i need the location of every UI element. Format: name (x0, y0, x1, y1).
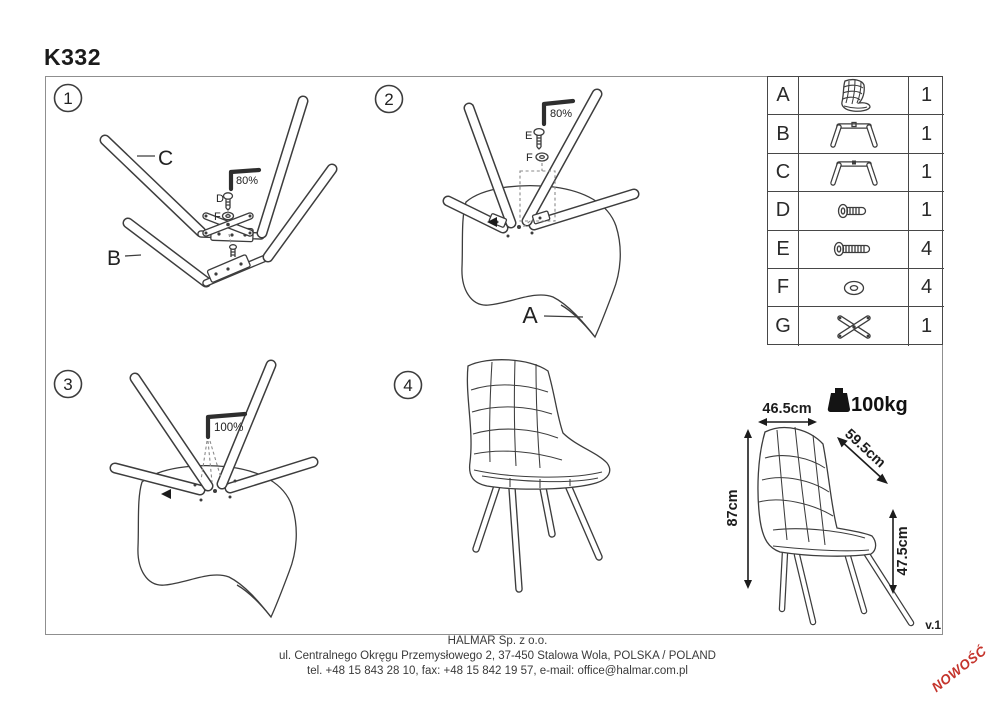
step-4-badge (395, 372, 422, 399)
step-4-drawing (370, 350, 670, 635)
label-c: C (158, 147, 174, 170)
label-a: A (522, 302, 538, 328)
part-icon-cell (799, 77, 909, 115)
step-2-drawing (370, 76, 700, 346)
label-b-leader (125, 255, 141, 256)
label-b: B (107, 247, 122, 270)
part-qty-cell: 1 (920, 315, 933, 338)
part-icon-cell (799, 269, 909, 307)
part-letter-cell: E (768, 231, 799, 269)
part-qty-cell: 1 (909, 192, 944, 230)
part-qty-cell: 4 (909, 231, 944, 269)
washer-f-icon (526, 152, 548, 164)
cross-bracket-icon (829, 311, 879, 343)
part-icon-cell (799, 192, 909, 230)
long-bolt-icon (830, 240, 878, 258)
part-letter-cell: D (768, 192, 799, 230)
part-icon-cell (799, 154, 909, 192)
part-icon-cell (799, 231, 909, 269)
max-load (828, 388, 908, 416)
height-value: 87cm (725, 489, 741, 527)
tightness-label: 100% (214, 422, 244, 434)
bolt-e-label: E (525, 130, 533, 142)
version-label: v.1 (925, 618, 941, 632)
bolt-d-label: D (216, 193, 224, 205)
part-qty-cell: 1 (909, 154, 944, 192)
depth-dimension (837, 426, 888, 484)
washer-f-label: F (214, 211, 221, 223)
bolt-d-icon (216, 193, 233, 210)
seat-height-dimension (889, 509, 911, 594)
hex-key-icon (208, 414, 245, 437)
part-letter-cell: C (768, 154, 799, 192)
part-icon-cell (799, 307, 909, 345)
washer-f-label: F (526, 152, 533, 164)
step-1-badge (55, 85, 82, 112)
part-qty-cell: 4 (909, 269, 944, 307)
depth-value: 59.5cm (841, 426, 889, 472)
part-icon-cell (799, 115, 909, 153)
step-3-drawing (45, 350, 350, 635)
width-dimension (758, 401, 817, 426)
step-2-number: 2 (384, 90, 394, 109)
parts-table (767, 76, 943, 345)
washer-icon (834, 278, 874, 298)
hex-key-icon (231, 170, 259, 189)
part-letter-cell: G (768, 307, 799, 345)
chair-legs (476, 483, 599, 589)
part-letter-cell: F (768, 269, 799, 307)
step-3-number: 3 (63, 375, 73, 394)
leg-frame-icon (825, 156, 883, 188)
part-qty-cell: 1 (909, 77, 944, 115)
width-value: 46.5cm (762, 401, 812, 417)
dimensions-drawing (725, 380, 943, 638)
seat-shell-icon (831, 78, 877, 114)
footer (0, 634, 995, 679)
weight-icon (835, 388, 843, 393)
step-1-drawing (45, 76, 367, 346)
footer-contact: tel. +48 15 843 28 10, fax: +48 15 842 19 57, e-mail: office@halmar.com.pl (307, 665, 688, 677)
footer-address: ul. Centralnego Okręgu Przemysłowego 2, 37-450 Stalowa Wola, POLSKA / POLAND (278, 650, 716, 662)
height-dimension (725, 429, 752, 589)
page-title: K332 (44, 44, 101, 70)
step-2-badge (376, 86, 403, 113)
seat-height-value: 47.5cm (895, 526, 911, 576)
footer-company: HALMAR Sp. z o.o. (447, 635, 548, 647)
part-letter-cell: B (768, 115, 799, 153)
leg-frame-icon (825, 118, 883, 150)
tightness-label: 80% (550, 108, 573, 120)
seat-shell (138, 466, 296, 617)
short-bolt-icon (834, 202, 874, 220)
bolt-e-icon (525, 129, 544, 149)
part-letter-cell: A (768, 77, 799, 115)
new-product-badge: NOWOŚĆ (928, 642, 990, 695)
hex-key-icon (544, 101, 573, 124)
tightness-label: 80% (236, 175, 259, 187)
mounting-plates (207, 227, 253, 282)
step-3-badge (55, 371, 82, 398)
step-1-number: 1 (63, 89, 73, 108)
chair-shell (467, 360, 609, 489)
step-4-number: 4 (403, 376, 413, 395)
max-load-value: 100kg (851, 394, 908, 416)
part-qty-cell: 1 (909, 115, 944, 153)
